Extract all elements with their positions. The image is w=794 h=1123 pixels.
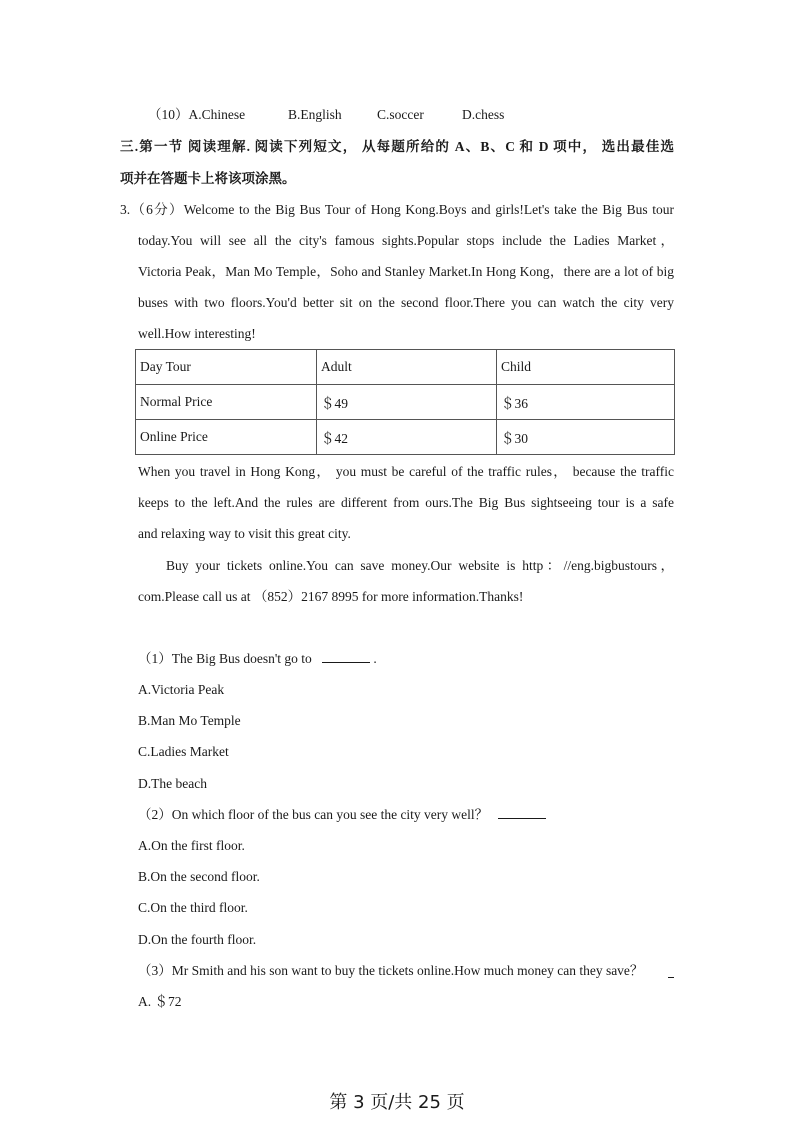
table-header-row [136,350,675,385]
option-a: A.On the first floor. [138,838,245,853]
passage-line: well.How interesting! [138,326,256,341]
q10-option-c: C.soccer [377,107,424,122]
option-c: C.Ladies Market [138,744,229,759]
passage-line: and relaxing way to visit this great city. [138,526,351,541]
price-table [135,349,675,455]
option-d: D.The beach [138,776,207,791]
passage-line: today.You will see all the city's famous sights.Popular stops include the Ladies Market， [138,233,674,248]
option-b: B.Man Mo Temple [138,713,241,728]
passage-line: keeps to the left.And the rules are different from ours.The Big Bus sightseeing tour is a safe [138,495,674,510]
answer-blank [322,650,370,663]
passage-line: When you travel in Hong Kong， you must be careful of the traffic rules， because the traffic [138,464,674,479]
table-cell: ＄36 [497,385,675,420]
passage-line: buses with two floors.You'd better sit on the second floor.There you can watch the city very [138,295,674,310]
table-header-cell: Day Tour [136,350,317,385]
passage-line: Victoria Peak，Man Mo Temple，Soho and Stanley Market.In Hong Kong，there are a lot of big [138,264,674,279]
table-cell: Normal Price [136,385,317,420]
page-footer: 第 3 页/共 25 页 [329,1092,465,1113]
option-c: C.On the third floor. [138,900,248,915]
option-b: B.On the second floor. [138,869,260,884]
section-header-line2: 项并在答题卡上将该项涂黑。 [120,171,296,186]
table-header-cell: Child [497,350,675,385]
sub-question-2-stem: （2）On which floor of the bus can you see the city very well？ [138,807,489,822]
option-a: A. ＄72 [138,994,182,1009]
sub-question-1-end: . [373,651,377,666]
table-cell: ＄49 [317,385,497,420]
passage-line: Buy your tickets online.You can save money.Our website is http：//eng.bigbustours， [166,558,674,573]
answer-blank [668,977,674,978]
q10-option-b: B.English [288,107,342,122]
table-row [136,420,675,455]
option-a: A.Victoria Peak [138,682,225,697]
section-header-line1: 三.第一节 阅读理解. 阅读下列短文， 从每题所给的 A、B、C 和 D 项中， 选出最佳选 [120,139,674,154]
table-row [136,385,675,420]
sub-question-2 [138,806,546,824]
passage-line: com.Please call us at （852）2167 8995 for more information.Thanks! [138,589,524,604]
answer-blank [498,806,546,819]
table-cell: ＄42 [317,420,497,455]
table-cell: ＄30 [497,420,675,455]
question3-intro: 3.（6分）Welcome to the Big Bus Tour of Hong Kong.Boys and girls!Let's take the Big Bus tour [120,202,674,217]
option-d: D.On the fourth floor. [138,932,257,947]
sub-question-1-stem: （1）The Big Bus doesn't go to [138,651,312,666]
table-header-cell: Adult [317,350,497,385]
q10-option-a: （10）A.Chinese [148,107,246,122]
table-cell: Online Price [136,420,317,455]
q10-option-d: D.chess [462,107,505,122]
sub-question-1 [138,650,377,668]
sub-question-3-stem: （3）Mr Smith and his son want to buy the tickets online.How much money can they save？ [138,963,644,978]
